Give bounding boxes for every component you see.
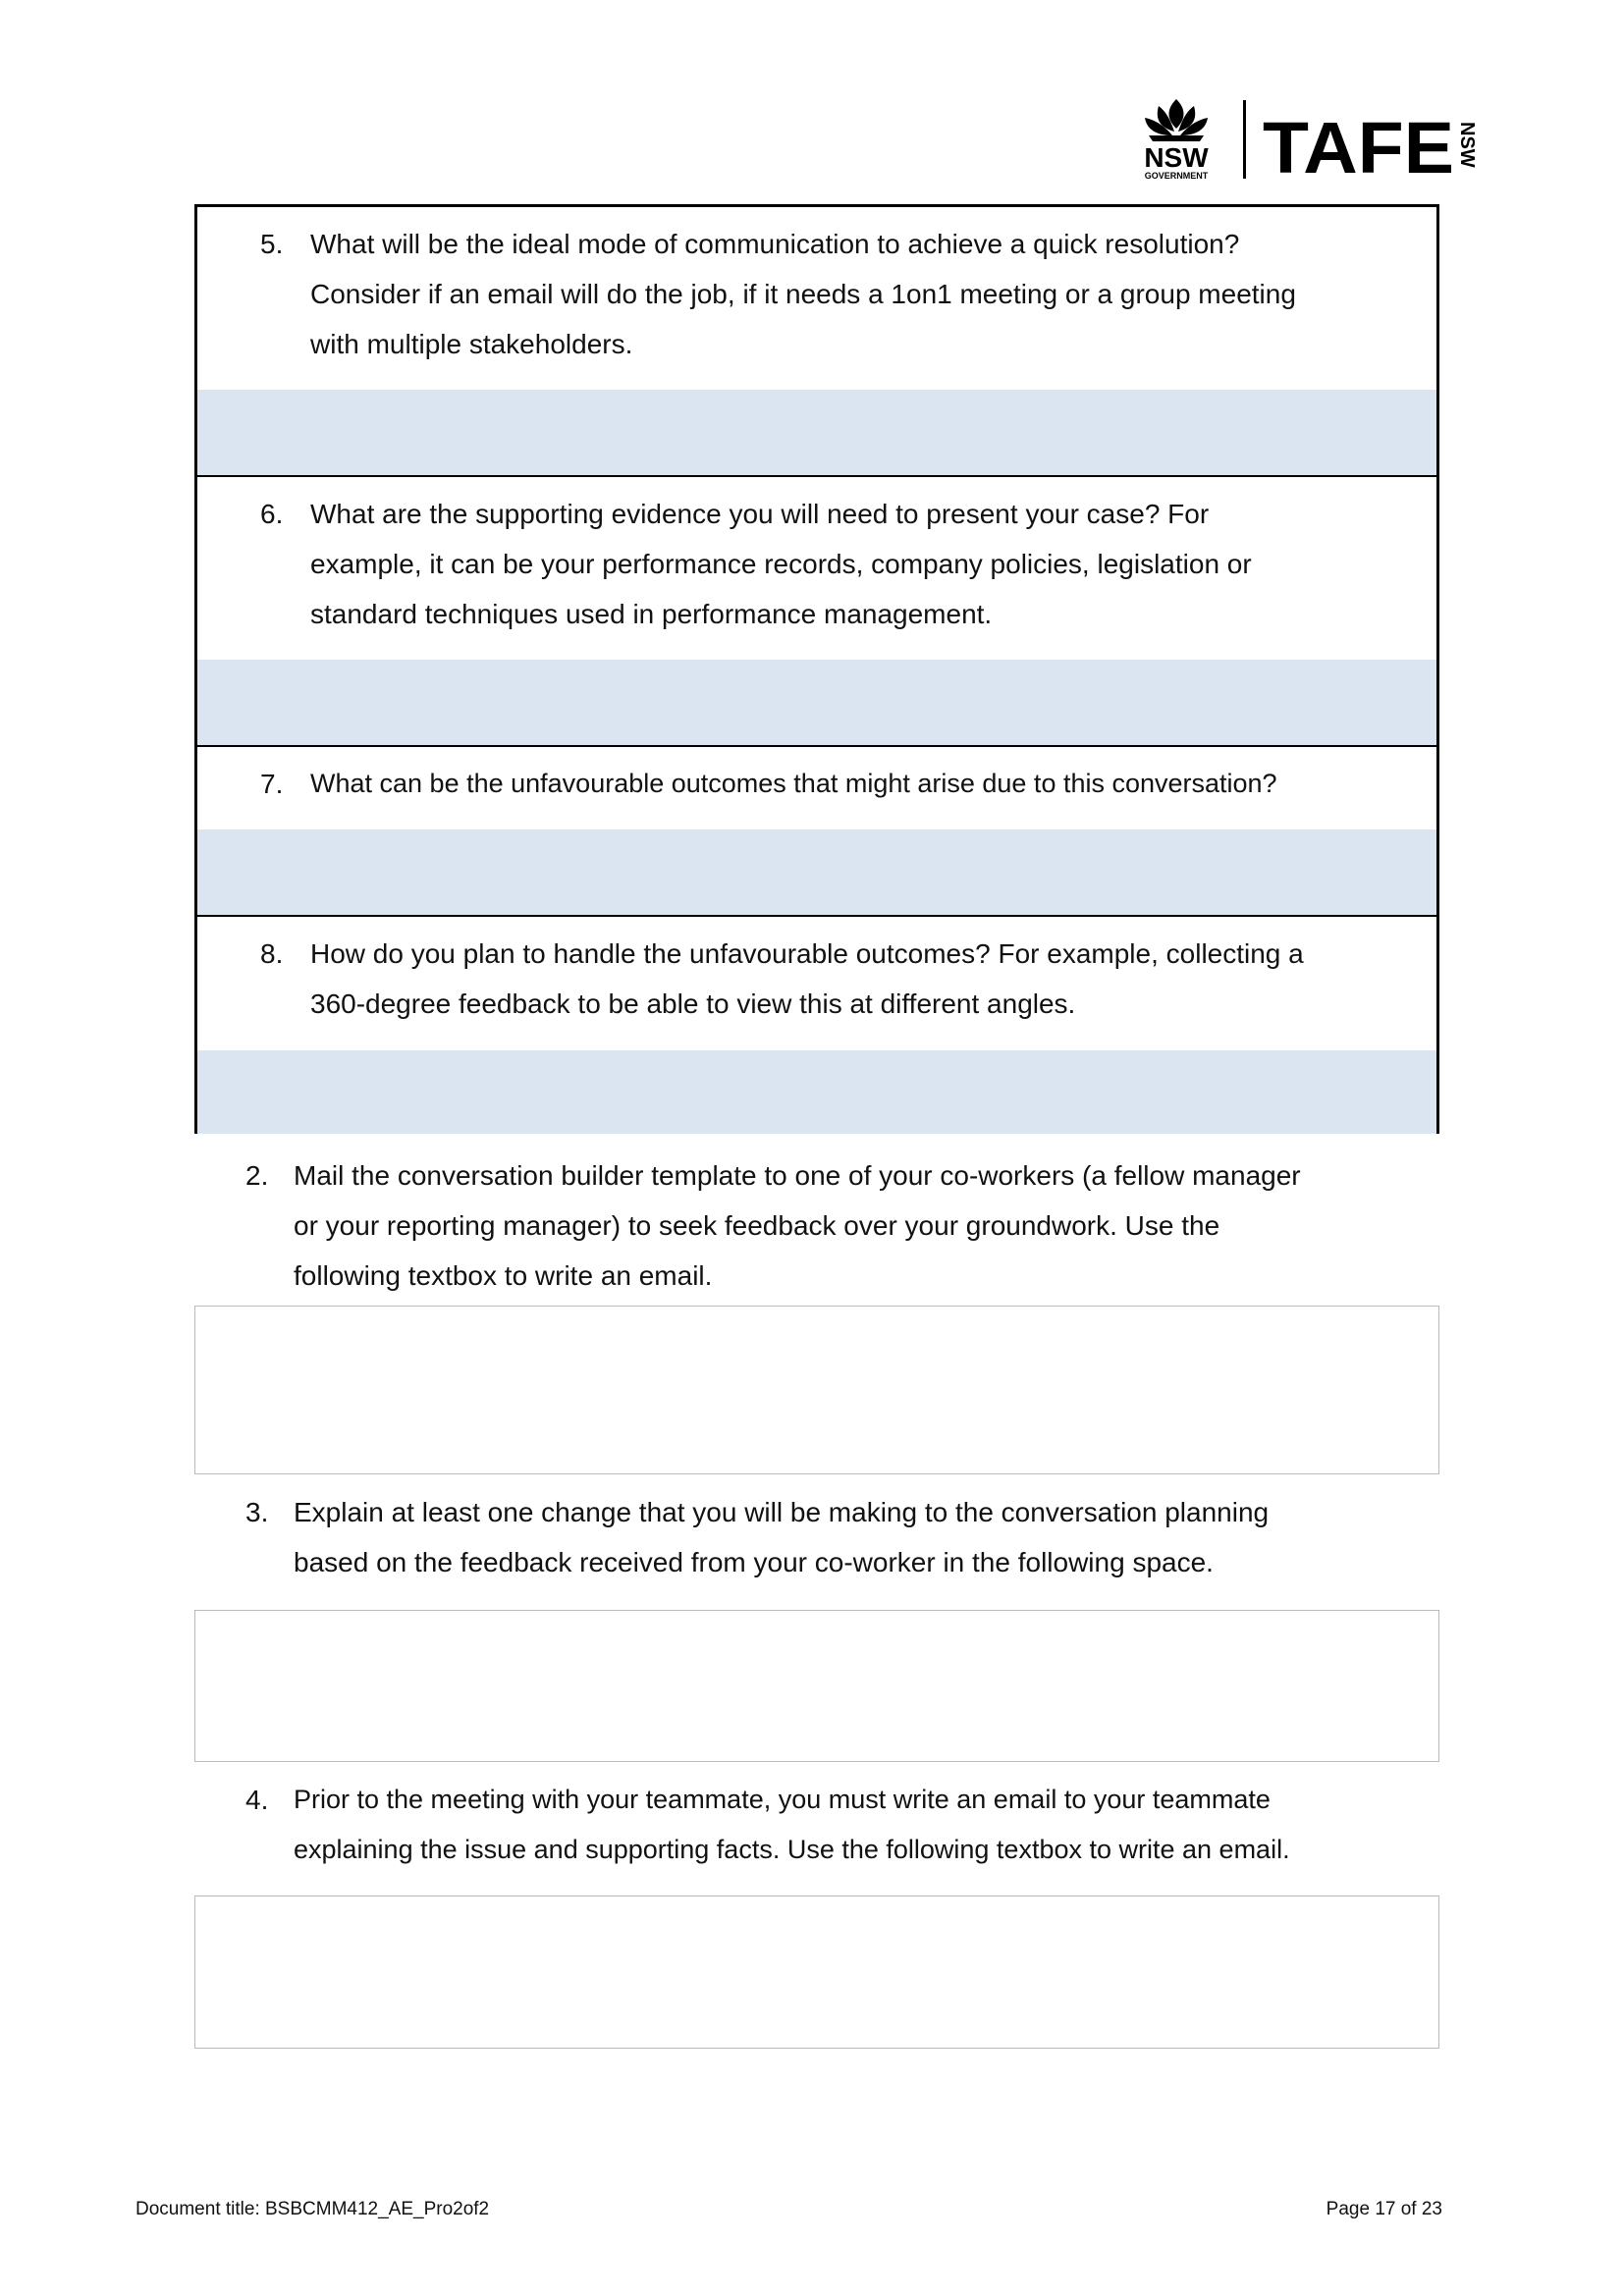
item-4-text: Prior to the meeting with your teammate, you must write an email to your teammate explaining the issue and supporting facts. Use the following textbox to write an email. <box>294 1785 1290 1864</box>
svg-text:GOVERNMENT: GOVERNMENT <box>1144 171 1209 181</box>
nsw-tafe-logo <box>1137 94 1490 183</box>
item-number: 3. <box>245 1497 269 1527</box>
item-number: 4. <box>245 1785 269 1815</box>
question-row-7: 7. What can be the unfavourable outcomes that might arise due to this conversation? <box>197 747 1436 829</box>
svg-text:TAFE: TAFE <box>1263 107 1454 183</box>
question-text: standard techniques used in performance management. <box>310 599 993 629</box>
question-text: What are the supporting evidence you will need to present your case? For <box>310 499 1210 529</box>
question-text: example, it can be your performance records, company policies, legislation or <box>310 549 1252 579</box>
svg-text:NSW: NSW <box>1144 142 1209 173</box>
item-2-text: Mail the conversation builder template to one of your co-workers (a fellow manager or your reporting manager) to seek feedback over your groundwork. Use the following textbox to write an email. <box>294 1160 1301 1291</box>
email-textbox-teammate[interactable] <box>194 1896 1439 2049</box>
item-3-text: Explain at least one change that you will be making to the conversation planning based on the feedback received from your co-worker in the following space. <box>294 1497 1270 1577</box>
question-text: What will be the ideal mode of communication to achieve a quick resolution? <box>310 229 1240 259</box>
question-row-6: 6. What are the supporting evidence you will need to present your case? For example, it can be your performance records, company policies, legislation or standard techniques used in performance management. <box>197 477 1436 660</box>
change-textbox[interactable] <box>194 1610 1439 1762</box>
question-text: What can be the unfavourable outcomes that might arise due to this conversation? <box>310 769 1277 798</box>
question-text: How do you plan to handle the unfavourable outcomes? For example, collecting a <box>310 938 1304 969</box>
question-text: with multiple stakeholders. <box>310 329 633 359</box>
answer-field-7[interactable] <box>197 829 1436 917</box>
question-row-8: 8. How do you plan to handle the unfavourable outcomes? For example, collecting a 360-degree feedback to be able to view this at different angles. <box>197 917 1436 1050</box>
question-text: 360-degree feedback to be able to view this at different angles. <box>310 988 1076 1019</box>
svg-text:NSW: NSW <box>1456 122 1478 168</box>
answer-field-5[interactable] <box>197 390 1436 477</box>
question-row-5: 5. What will be the ideal mode of communication to achieve a quick resolution? Consider if an email will do the job, if it needs a 1on1 meeting or a group meeting with multiple stakeholders. <box>197 207 1436 390</box>
question-text: Consider if an email will do the job, if it needs a 1on1 meeting or a group meeting <box>310 279 1296 309</box>
email-textbox-coworker[interactable] <box>194 1306 1439 1474</box>
page-number: Page 17 of 23 <box>1326 2199 1442 2219</box>
conversation-builder-table <box>194 204 1439 1134</box>
document-title: Document title: BSBCMM412_AE_Pro2of2 <box>135 2199 490 2219</box>
answer-field-6[interactable] <box>197 660 1436 747</box>
answer-field-8[interactable] <box>197 1050 1436 1134</box>
item-number: 2. <box>245 1160 269 1191</box>
